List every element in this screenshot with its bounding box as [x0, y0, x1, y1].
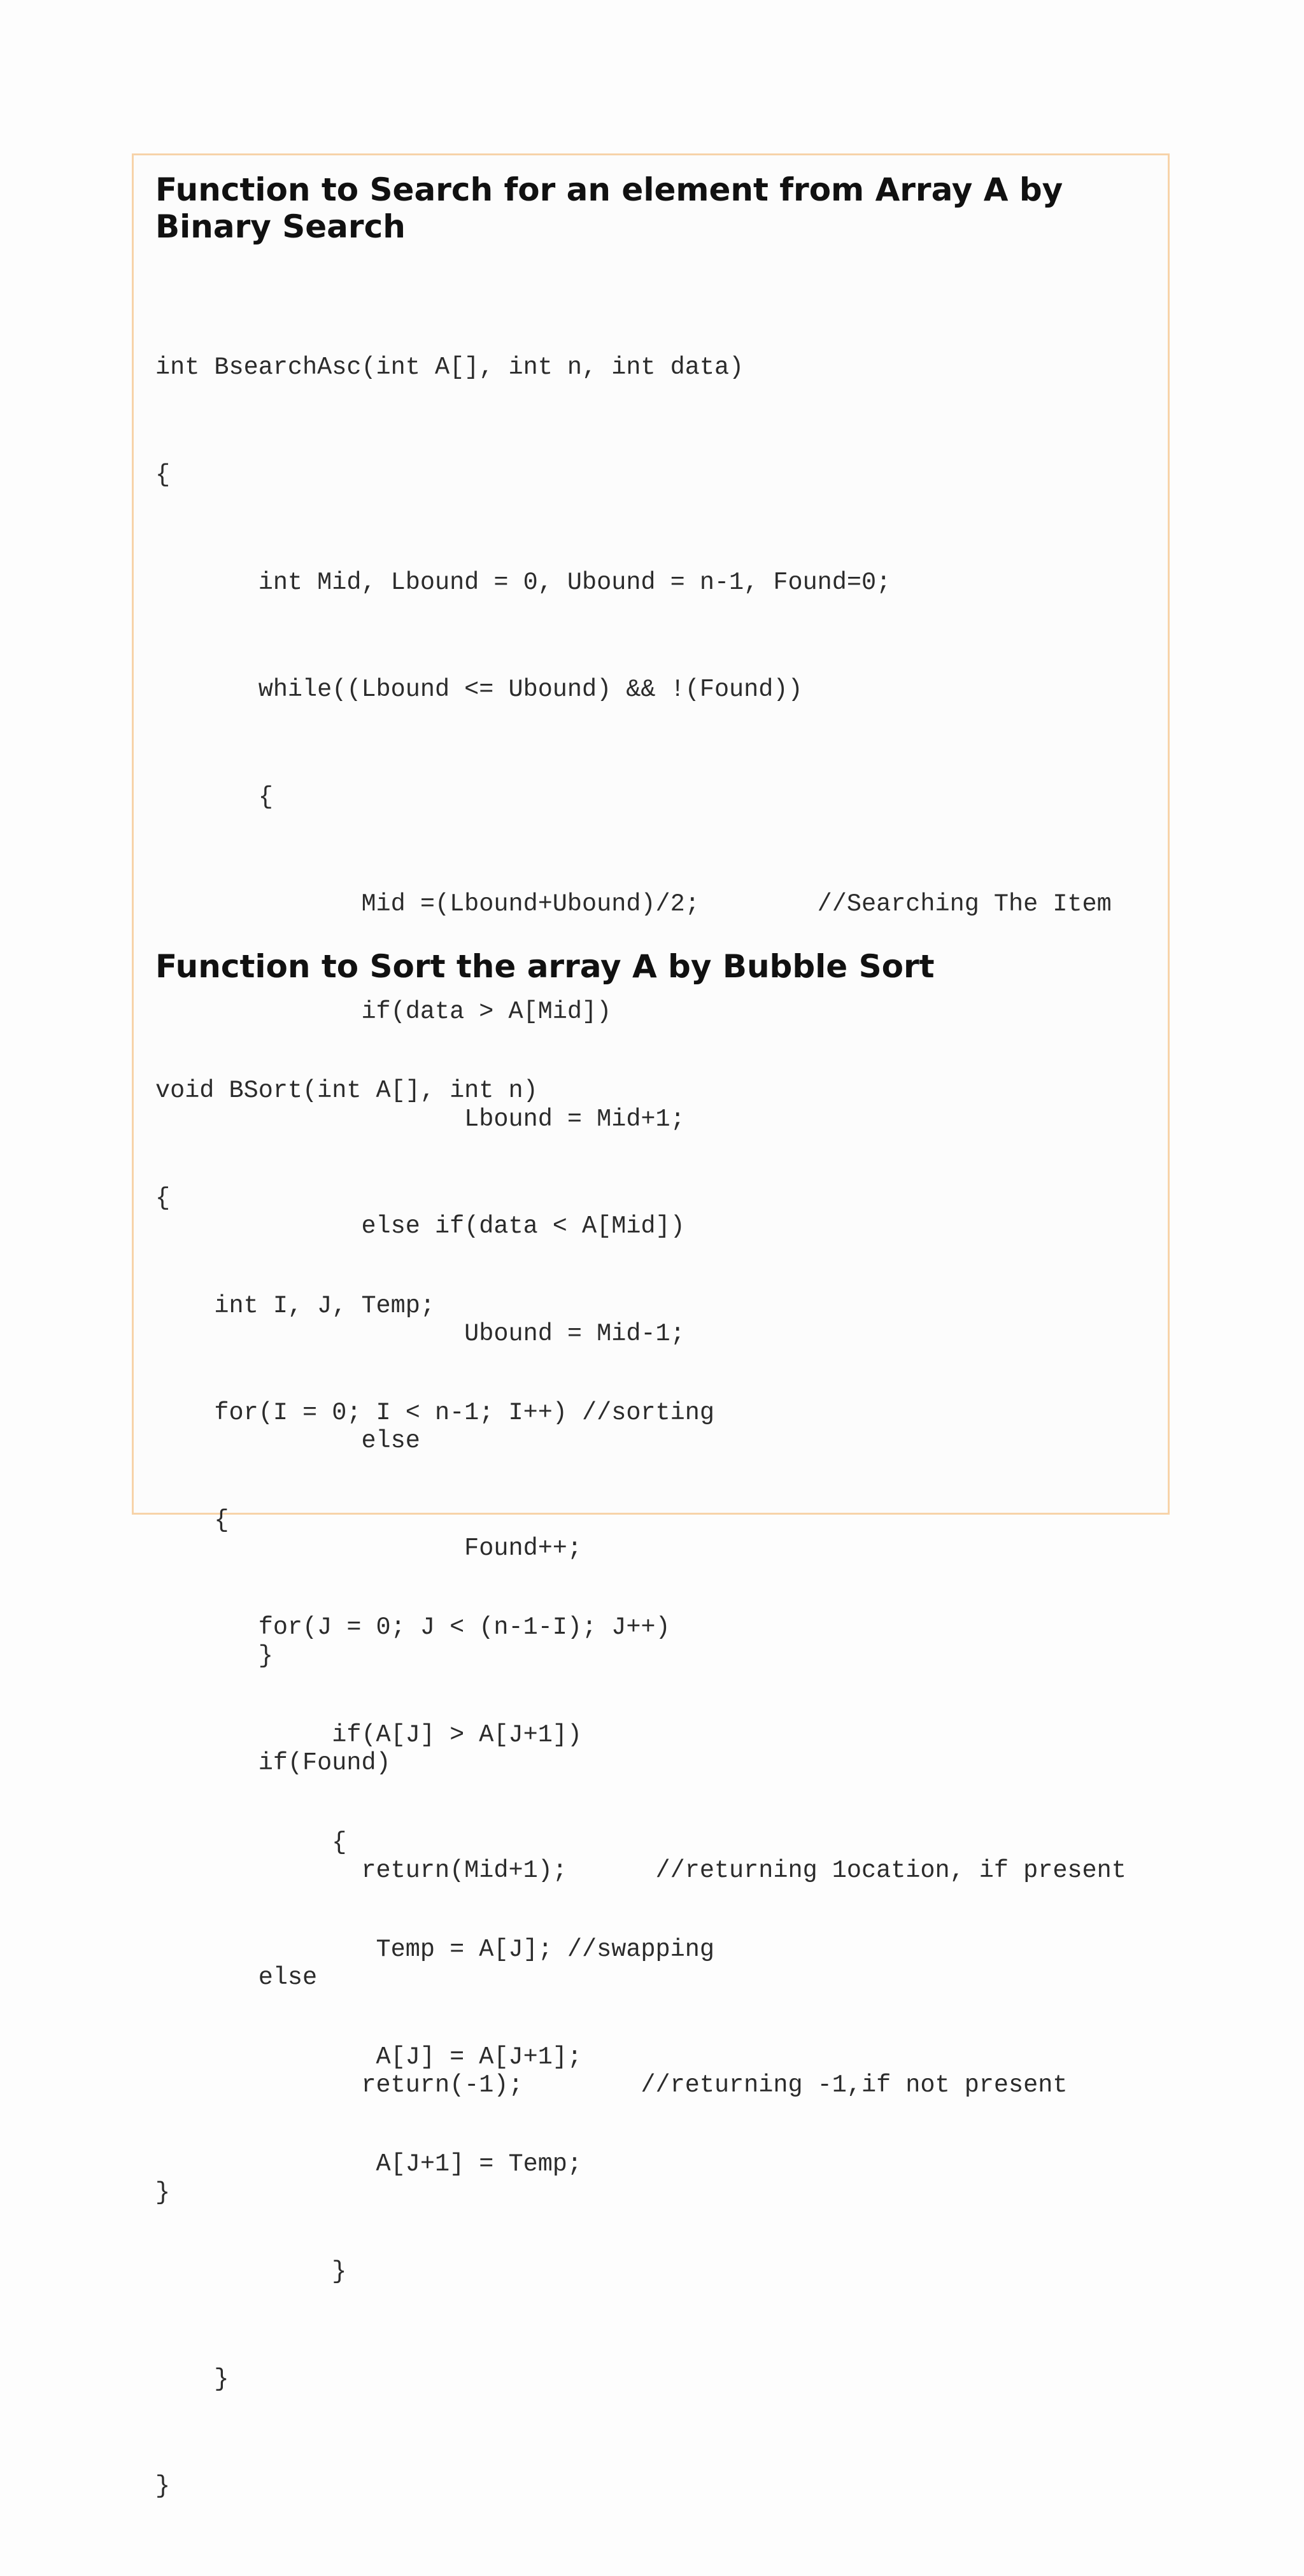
bubble-sort-code-block — [155, 1001, 714, 2576]
code-line: if(A[J] > A[J+1]) — [155, 1720, 583, 1749]
code-line: A[J] = A[J+1]; — [155, 2042, 583, 2071]
code-line: { — [155, 1184, 171, 1212]
code-line: A[J+1] = Temp; — [155, 2150, 583, 2179]
code-line: int Mid, Lbound = 0, Ubound = n-1, Found=0; — [155, 568, 891, 597]
code-line: } — [155, 2365, 229, 2393]
code-line: else — [155, 1427, 420, 1455]
code-line: return(-1); //returning -1,if not present — [155, 2070, 1068, 2099]
bubble-sort-heading: Function to Sort the array A by Bubble Sort — [155, 948, 935, 985]
code-line: } — [155, 2472, 171, 2501]
code-line: Ubound = Mid-1; — [155, 1319, 685, 1348]
code-line: if(Found) — [155, 1749, 391, 1778]
code-line: { — [155, 782, 273, 811]
code-line: if(data > A[Mid]) — [155, 997, 612, 1026]
code-line: int BsearchAsc(int A[], int n, int data) — [155, 353, 744, 382]
code-line: } — [155, 1641, 273, 1670]
code-line: } — [155, 2178, 171, 2207]
code-line: { — [155, 1828, 347, 1857]
code-line: return(Mid+1); //returning 1ocation, if present — [155, 1856, 1126, 1885]
code-line: for(I = 0; I < n-1; I++) //sorting — [155, 1399, 714, 1427]
code-line: { — [155, 461, 171, 489]
binary-search-heading: Function to Search for an element from Array A by Binary Search — [155, 171, 1063, 245]
code-line: int I, J, Temp; — [155, 1291, 435, 1320]
code-line: Found++; — [155, 1534, 583, 1562]
code-line: Mid =(Lbound+Ubound)/2; //Searching The Item — [155, 890, 1112, 919]
code-line: else — [155, 1964, 318, 1992]
code-line: for(J = 0; J < (n-1-I); J++) — [155, 1613, 670, 1642]
code-line: while((Lbound <= Ubound) && !(Found)) — [155, 676, 803, 704]
code-line: else if(data < A[Mid]) — [155, 1212, 685, 1241]
code-line: Lbound = Mid+1; — [155, 1105, 685, 1133]
code-line: void BSort(int A[], int n) — [155, 1077, 538, 1105]
code-line: { — [155, 1506, 229, 1534]
code-line: } — [155, 2257, 347, 2286]
code-line: Temp = A[J]; //swapping — [155, 1936, 714, 1964]
content-box — [132, 153, 1170, 2501]
